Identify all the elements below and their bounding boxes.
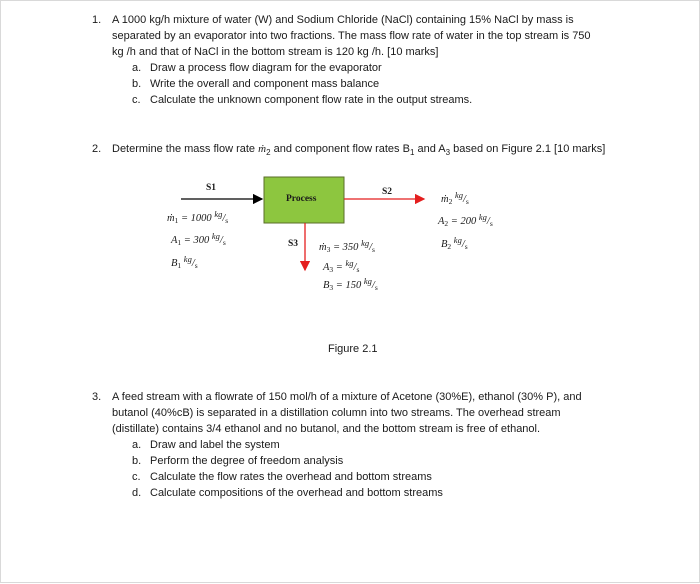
q3-line-3: (distillate) contains 3/4 ethanol and no butanol, and the bottom stream is free of ethanol. [112, 423, 541, 435]
q1-item-b: b. Write the overall and component mass balance [132, 78, 380, 90]
q3-item-c: c. Calculate the flow rates the overhead and bottom streams [132, 471, 432, 483]
stream-label-s1: S1 [206, 183, 217, 193]
q1-item-a: a. Draw a process flow diagram for the evaporator [132, 62, 382, 74]
input-m1: ṁ$_1$ = 1000 $^{kg}/_s$ [167, 209, 229, 225]
stream-label-s2: S2 [382, 187, 393, 197]
q1-line-3: kg /h and that of NaCl in the bottom stream is 120 kg /h. [10 marks] [112, 46, 439, 58]
figure-caption: Figure 2.1 [328, 343, 378, 355]
output-m3: ṁ$_3$ = 350 $^{kg}/_s$ [319, 238, 375, 254]
q2-line: 2. Determine the mass flow rate ṁ$_2$ and component flow rates $B_1$ and $A_3$ based on Figure 2.1 [10 marks] [92, 143, 606, 158]
q1-item-c: c. Calculate the unknown component flow rate in the output streams. [132, 94, 473, 106]
output-a3: $A_3 = ^{kg}/_s$ [323, 258, 360, 274]
q3-line-2: butanol (40%cB) is separated in a distillation column into two streams. The overhead stream [112, 407, 561, 419]
process-label: Process [286, 194, 317, 204]
output-m2: ṁ$_2$ $^{kg}/_s$ [441, 190, 469, 206]
output-b3: $B_3 = 150$ $^{kg}/_s$ [323, 276, 378, 292]
q3-item-d: d. Calculate compositions of the overhead and bottom streams [132, 487, 443, 499]
q1-line-2: separated by an evaporator into two fractions. The mass flow rate of water in the top stream is 750 [112, 30, 591, 42]
q1-number: 1. [92, 14, 102, 26]
input-a1: $A_1 = 300$ $^{kg}/_s$ [171, 231, 226, 247]
q1-line-1: A 1000 kg/h mixture of water (W) and Sodium Chloride (NaCl) containing 15% NaCl by mass is [112, 14, 574, 26]
stream-label-s3: S3 [288, 239, 299, 249]
q3-item-b: b. Perform the degree of freedom analysis [132, 455, 344, 467]
q3-item-a: a. Draw and label the system [132, 439, 280, 451]
input-b1: $B_1$ $^{kg}/_s$ [171, 254, 198, 270]
output-a2: $A_2 = 200$ $^{kg}/_s$ [438, 212, 493, 228]
q3-first-line: 3. A feed stream with a flowrate of 150 mol/h of a mixture of Acetone (30%E), ethanol (30% P), and [92, 391, 582, 403]
output-b2: $B_2$ $^{kg}/_s$ [441, 235, 468, 251]
